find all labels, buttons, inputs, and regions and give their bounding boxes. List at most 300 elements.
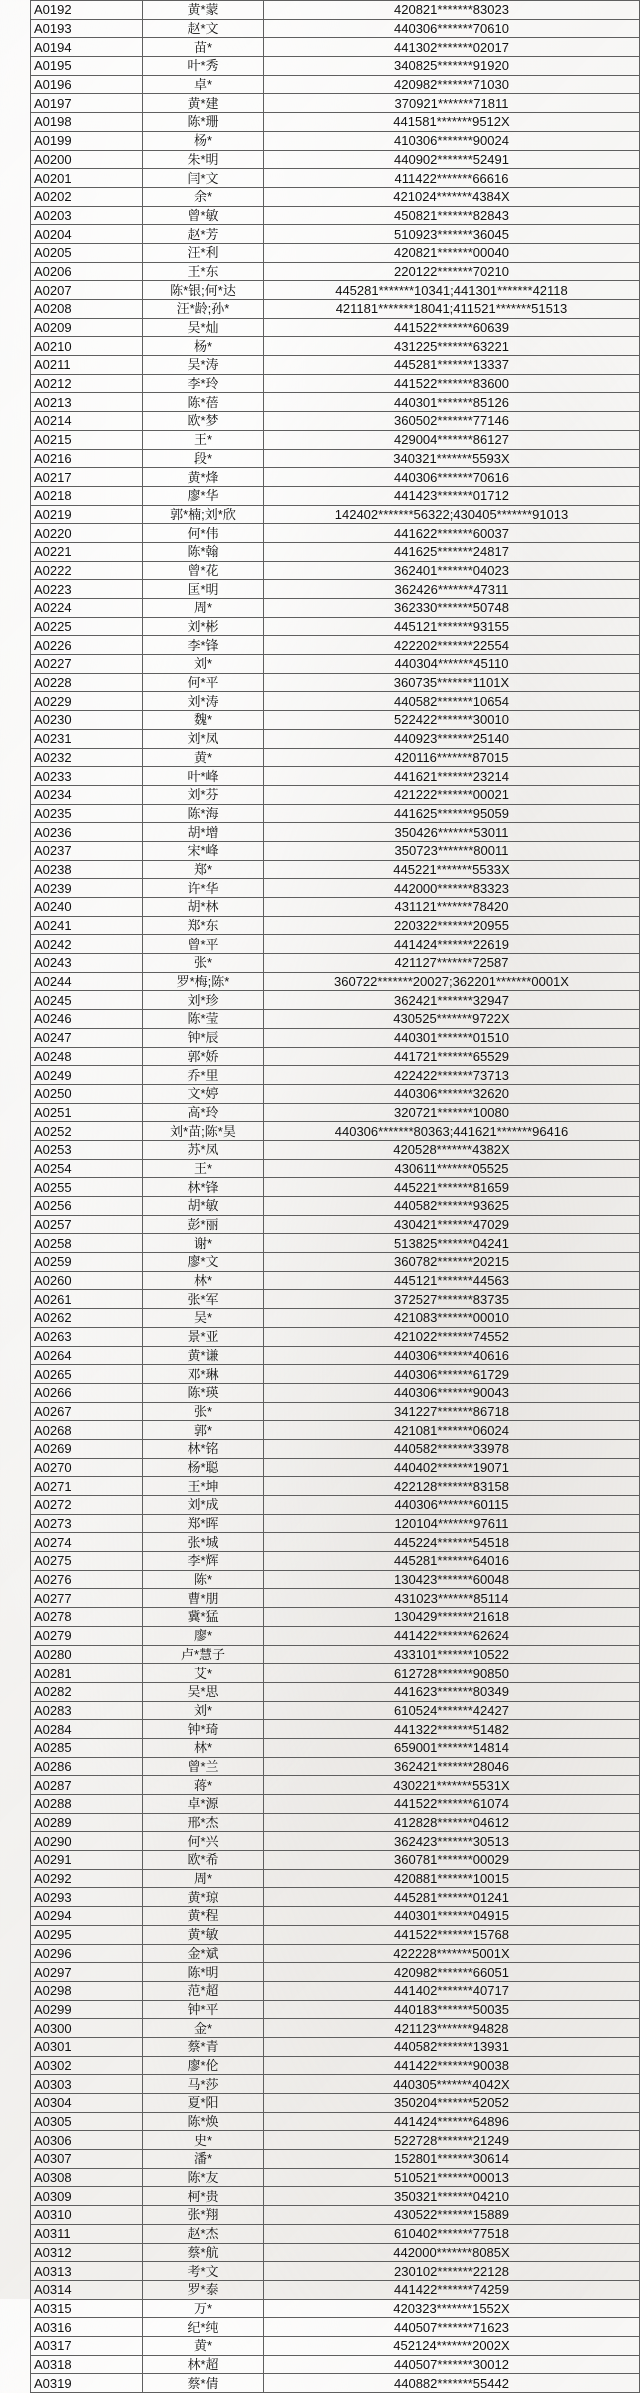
name-cell: 蒋* bbox=[143, 1776, 264, 1795]
id-card-cell: 411422*******66616 bbox=[264, 169, 640, 188]
table-row bbox=[31, 337, 640, 356]
table-row bbox=[31, 804, 640, 823]
id-card-cell: 420982*******66051 bbox=[264, 1963, 640, 1982]
id-card-cell: 420982*******71030 bbox=[264, 75, 640, 94]
table-row bbox=[31, 1140, 640, 1159]
name-cell: 周* bbox=[143, 599, 264, 618]
table-row bbox=[31, 1869, 640, 1888]
record-id-cell: A0262 bbox=[31, 1309, 143, 1328]
name-cell: 余* bbox=[143, 187, 264, 206]
id-card-cell: 441522*******61074 bbox=[264, 1795, 640, 1814]
table-row bbox=[31, 412, 640, 431]
record-id-cell: A0316 bbox=[31, 2318, 143, 2337]
record-id-cell: A0192 bbox=[31, 1, 143, 20]
table-row bbox=[31, 1738, 640, 1757]
name-cell: 吴*灿 bbox=[143, 318, 264, 337]
table-row bbox=[31, 449, 640, 468]
table-row bbox=[31, 281, 640, 300]
id-card-cell: 362401*******04023 bbox=[264, 561, 640, 580]
name-cell: 李*玲 bbox=[143, 374, 264, 393]
name-cell: 王*东 bbox=[143, 262, 264, 281]
table-row bbox=[31, 1197, 640, 1216]
id-card-cell: 350426*******53011 bbox=[264, 823, 640, 842]
id-card-cell: 440402*******19071 bbox=[264, 1458, 640, 1477]
table-row bbox=[31, 991, 640, 1010]
table-row bbox=[31, 2075, 640, 2094]
record-id-cell: A0220 bbox=[31, 524, 143, 543]
id-card-cell: 441322*******51482 bbox=[264, 1720, 640, 1739]
id-card-cell: 422128*******83158 bbox=[264, 1477, 640, 1496]
name-cell: 黄* bbox=[143, 748, 264, 767]
record-id-cell: A0210 bbox=[31, 337, 143, 356]
record-id-cell: A0223 bbox=[31, 580, 143, 599]
id-card-cell: 370921*******71811 bbox=[264, 94, 640, 113]
table-row bbox=[31, 2224, 640, 2243]
name-cell: 胡*敏 bbox=[143, 1197, 264, 1216]
name-cell: 张*军 bbox=[143, 1290, 264, 1309]
name-cell: 赵*文 bbox=[143, 19, 264, 38]
table-row bbox=[31, 1327, 640, 1346]
id-card-cell: 452124*******2002X bbox=[264, 2336, 640, 2355]
table-row bbox=[31, 1608, 640, 1627]
name-cell: 胡*增 bbox=[143, 823, 264, 842]
table-row bbox=[31, 729, 640, 748]
table-row bbox=[31, 2112, 640, 2131]
id-card-cell: 441522*******15768 bbox=[264, 1925, 640, 1944]
id-card-cell: 320721*******10080 bbox=[264, 1103, 640, 1122]
name-cell: 陈*焕 bbox=[143, 2112, 264, 2131]
id-card-cell: 360502*******77146 bbox=[264, 412, 640, 431]
table-row bbox=[31, 1084, 640, 1103]
table-row bbox=[31, 1346, 640, 1365]
id-card-cell: 372527*******83735 bbox=[264, 1290, 640, 1309]
record-id-cell: A0276 bbox=[31, 1570, 143, 1589]
name-cell: 林*超 bbox=[143, 2355, 264, 2374]
name-cell: 魏* bbox=[143, 711, 264, 730]
name-cell: 廖*伦 bbox=[143, 2056, 264, 2075]
table-row bbox=[31, 1552, 640, 1571]
name-cell: 景*亚 bbox=[143, 1327, 264, 1346]
name-cell: 刘*凤 bbox=[143, 729, 264, 748]
table-row bbox=[31, 692, 640, 711]
name-cell: 艾* bbox=[143, 1664, 264, 1683]
id-card-cell: 441621*******23214 bbox=[264, 767, 640, 786]
record-id-cell: A0274 bbox=[31, 1533, 143, 1552]
table-row bbox=[31, 916, 640, 935]
name-cell: 张*翔 bbox=[143, 2206, 264, 2225]
name-cell: 周* bbox=[143, 1869, 264, 1888]
name-cell: 柯*贵 bbox=[143, 2187, 264, 2206]
table-row bbox=[31, 954, 640, 973]
name-cell: 郑* bbox=[143, 860, 264, 879]
table-row bbox=[31, 1514, 640, 1533]
table-row bbox=[31, 617, 640, 636]
table-row bbox=[31, 1888, 640, 1907]
table-row bbox=[31, 57, 640, 76]
record-id-cell: A0255 bbox=[31, 1178, 143, 1197]
id-card-cell: 430522*******15889 bbox=[264, 2206, 640, 2225]
name-cell: 匡*明 bbox=[143, 580, 264, 599]
record-id-cell: A0275 bbox=[31, 1552, 143, 1571]
name-cell: 陈*海 bbox=[143, 804, 264, 823]
name-cell: 马*莎 bbox=[143, 2075, 264, 2094]
table-row bbox=[31, 2374, 640, 2393]
name-cell: 廖*文 bbox=[143, 1253, 264, 1272]
name-cell: 何*平 bbox=[143, 673, 264, 692]
name-cell: 钟*平 bbox=[143, 2000, 264, 2019]
record-id-cell: A0256 bbox=[31, 1197, 143, 1216]
record-id-cell: A0241 bbox=[31, 916, 143, 935]
table-row bbox=[31, 1496, 640, 1515]
id-card-cell: 421081*******06024 bbox=[264, 1421, 640, 1440]
table-row bbox=[31, 2206, 640, 2225]
id-card-cell: 440301*******01510 bbox=[264, 1028, 640, 1047]
record-id-cell: A0231 bbox=[31, 729, 143, 748]
id-card-cell: 152801*******30614 bbox=[264, 2150, 640, 2169]
id-card-cell: 510521*******00013 bbox=[264, 2168, 640, 2187]
table-row bbox=[31, 580, 640, 599]
record-id-cell: A0266 bbox=[31, 1383, 143, 1402]
name-cell: 段* bbox=[143, 449, 264, 468]
name-cell: 万* bbox=[143, 2299, 264, 2318]
record-id-cell: A0273 bbox=[31, 1514, 143, 1533]
record-id-cell: A0267 bbox=[31, 1402, 143, 1421]
record-id-cell: A0308 bbox=[31, 2168, 143, 2187]
id-card-cell: 360735*******1101X bbox=[264, 673, 640, 692]
name-cell: 李*锋 bbox=[143, 636, 264, 655]
record-id-cell: A0224 bbox=[31, 599, 143, 618]
record-id-cell: A0227 bbox=[31, 655, 143, 674]
table-row bbox=[31, 935, 640, 954]
name-cell: 曾*平 bbox=[143, 935, 264, 954]
id-card-cell: 422422*******73713 bbox=[264, 1066, 640, 1085]
table-row bbox=[31, 1439, 640, 1458]
name-cell: 胡*林 bbox=[143, 898, 264, 917]
table-row bbox=[31, 599, 640, 618]
record-id-cell: A0248 bbox=[31, 1047, 143, 1066]
record-id-cell: A0290 bbox=[31, 1832, 143, 1851]
name-cell: 潘* bbox=[143, 2150, 264, 2169]
id-card-cell: 441625*******24817 bbox=[264, 542, 640, 561]
table-row bbox=[31, 356, 640, 375]
record-id-cell: A0253 bbox=[31, 1140, 143, 1159]
name-cell: 汪*龄;孙* bbox=[143, 300, 264, 319]
name-cell: 郑*东 bbox=[143, 916, 264, 935]
name-cell: 黄*谦 bbox=[143, 1346, 264, 1365]
table-row bbox=[31, 1682, 640, 1701]
record-id-cell: A0317 bbox=[31, 2336, 143, 2355]
record-id-cell: A0286 bbox=[31, 1757, 143, 1776]
name-cell: 陈*珊 bbox=[143, 113, 264, 132]
name-cell: 叶*秀 bbox=[143, 57, 264, 76]
name-cell: 郑*晖 bbox=[143, 1514, 264, 1533]
table-row bbox=[31, 2262, 640, 2281]
name-cell: 曹*朋 bbox=[143, 1589, 264, 1608]
name-cell: 黄*建 bbox=[143, 94, 264, 113]
name-cell: 叶*峰 bbox=[143, 767, 264, 786]
record-id-cell: A0289 bbox=[31, 1813, 143, 1832]
table-row bbox=[31, 300, 640, 319]
name-cell: 闫*文 bbox=[143, 169, 264, 188]
id-card-cell: 360781*******00029 bbox=[264, 1851, 640, 1870]
id-card-cell: 420528*******4382X bbox=[264, 1140, 640, 1159]
table-row bbox=[31, 2187, 640, 2206]
name-cell: 金*斌 bbox=[143, 1944, 264, 1963]
name-cell: 赵*芳 bbox=[143, 225, 264, 244]
table-row bbox=[31, 711, 640, 730]
id-card-cell: 341227*******86718 bbox=[264, 1402, 640, 1421]
id-card-cell: 440304*******45110 bbox=[264, 655, 640, 674]
name-cell: 谢* bbox=[143, 1234, 264, 1253]
name-cell: 纪*纯 bbox=[143, 2318, 264, 2337]
id-card-cell: 441721*******65529 bbox=[264, 1047, 640, 1066]
record-id-cell: A0245 bbox=[31, 991, 143, 1010]
record-id-cell: A0228 bbox=[31, 673, 143, 692]
id-card-cell: 431023*******85114 bbox=[264, 1589, 640, 1608]
table-row bbox=[31, 841, 640, 860]
id-card-cell: 440306*******70616 bbox=[264, 468, 640, 487]
record-id-cell: A0293 bbox=[31, 1888, 143, 1907]
record-id-cell: A0315 bbox=[31, 2299, 143, 2318]
id-card-cell: 441625*******95059 bbox=[264, 804, 640, 823]
table-row bbox=[31, 1626, 640, 1645]
table-row bbox=[31, 1421, 640, 1440]
record-id-cell: A0251 bbox=[31, 1103, 143, 1122]
record-id-cell: A0271 bbox=[31, 1477, 143, 1496]
name-cell: 曾*兰 bbox=[143, 1757, 264, 1776]
record-id-cell: A0307 bbox=[31, 2150, 143, 2169]
record-id-cell: A0270 bbox=[31, 1458, 143, 1477]
id-card-cell: 429004*******86127 bbox=[264, 430, 640, 449]
name-cell: 林*铭 bbox=[143, 1439, 264, 1458]
record-id-cell: A0235 bbox=[31, 804, 143, 823]
record-id-cell: A0306 bbox=[31, 2131, 143, 2150]
table-row bbox=[31, 1365, 640, 1384]
table-row bbox=[31, 1215, 640, 1234]
table-row bbox=[31, 860, 640, 879]
id-card-cell: 445221*******5533X bbox=[264, 860, 640, 879]
record-id-cell: A0197 bbox=[31, 94, 143, 113]
table-row bbox=[31, 1, 640, 20]
id-card-cell: 422202*******22554 bbox=[264, 636, 640, 655]
id-card-cell: 440306*******40616 bbox=[264, 1346, 640, 1365]
id-card-cell: 441423*******01712 bbox=[264, 486, 640, 505]
table-row bbox=[31, 748, 640, 767]
id-card-cell: 522728*******21249 bbox=[264, 2131, 640, 2150]
id-card-cell: 421024*******4384X bbox=[264, 187, 640, 206]
record-id-cell: A0222 bbox=[31, 561, 143, 580]
id-card-cell: 441402*******40717 bbox=[264, 1981, 640, 2000]
record-id-cell: A0304 bbox=[31, 2094, 143, 2113]
name-cell: 郭*楠;刘*欣 bbox=[143, 505, 264, 524]
id-card-cell: 421083*******00010 bbox=[264, 1309, 640, 1328]
record-id-cell: A0277 bbox=[31, 1589, 143, 1608]
id-card-cell: 441522*******83600 bbox=[264, 374, 640, 393]
name-cell: 张*城 bbox=[143, 1533, 264, 1552]
record-id-cell: A0280 bbox=[31, 1645, 143, 1664]
record-id-cell: A0208 bbox=[31, 300, 143, 319]
record-id-cell: A0310 bbox=[31, 2206, 143, 2225]
record-sheet bbox=[30, 0, 640, 2393]
table-row bbox=[31, 1907, 640, 1926]
record-id-cell: A0246 bbox=[31, 1010, 143, 1029]
table-row bbox=[31, 206, 640, 225]
record-id-cell: A0288 bbox=[31, 1795, 143, 1814]
name-cell: 杨* bbox=[143, 131, 264, 150]
record-id-cell: A0219 bbox=[31, 505, 143, 524]
id-card-cell: 440306*******60115 bbox=[264, 1496, 640, 1515]
record-id-cell: A0195 bbox=[31, 57, 143, 76]
table-row bbox=[31, 2280, 640, 2299]
name-cell: 吴*思 bbox=[143, 1682, 264, 1701]
table-row bbox=[31, 2299, 640, 2318]
table-row bbox=[31, 1234, 640, 1253]
record-id-cell: A0263 bbox=[31, 1327, 143, 1346]
name-cell: 黄*烽 bbox=[143, 468, 264, 487]
table-row bbox=[31, 430, 640, 449]
record-id-cell: A0283 bbox=[31, 1701, 143, 1720]
id-card-cell: 362426*******47311 bbox=[264, 580, 640, 599]
record-id-cell: A0259 bbox=[31, 1253, 143, 1272]
id-card-cell: 440306*******80363;441621*******96416 bbox=[264, 1122, 640, 1141]
id-card-cell: 421181*******18041;411521*******51513 bbox=[264, 300, 640, 319]
record-id-cell: A0207 bbox=[31, 281, 143, 300]
table-row bbox=[31, 1047, 640, 1066]
name-cell: 钟*辰 bbox=[143, 1028, 264, 1047]
name-cell: 冀*猛 bbox=[143, 1608, 264, 1627]
id-card-cell: 441422*******74259 bbox=[264, 2280, 640, 2299]
table-row bbox=[31, 2094, 640, 2113]
name-cell: 高*玲 bbox=[143, 1103, 264, 1122]
table-row bbox=[31, 2243, 640, 2262]
id-card-cell: 440582*******13931 bbox=[264, 2037, 640, 2056]
id-card-cell: 120104*******97611 bbox=[264, 1514, 640, 1533]
table-row bbox=[31, 1253, 640, 1272]
id-card-cell: 659001*******14814 bbox=[264, 1738, 640, 1757]
id-card-cell: 340825*******91920 bbox=[264, 57, 640, 76]
table-row bbox=[31, 1010, 640, 1029]
id-card-cell: 430611*******05525 bbox=[264, 1159, 640, 1178]
table-row bbox=[31, 636, 640, 655]
record-id-cell: A0230 bbox=[31, 711, 143, 730]
id-card-cell: 440306*******70610 bbox=[264, 19, 640, 38]
record-id-cell: A0238 bbox=[31, 860, 143, 879]
id-card-cell: 445221*******81659 bbox=[264, 1178, 640, 1197]
id-card-cell: 440306*******32620 bbox=[264, 1084, 640, 1103]
name-cell: 苏*凤 bbox=[143, 1140, 264, 1159]
table-row bbox=[31, 2019, 640, 2038]
record-id-cell: A0279 bbox=[31, 1626, 143, 1645]
id-card-cell: 510923*******36045 bbox=[264, 225, 640, 244]
id-card-cell: 420323*******1552X bbox=[264, 2299, 640, 2318]
record-id-cell: A0303 bbox=[31, 2075, 143, 2094]
name-cell: 彭*丽 bbox=[143, 1215, 264, 1234]
table-row bbox=[31, 1122, 640, 1141]
id-card-cell: 420821*******00040 bbox=[264, 243, 640, 262]
id-card-cell: 440923*******25140 bbox=[264, 729, 640, 748]
record-id-cell: A0240 bbox=[31, 898, 143, 917]
id-card-cell: 440507*******30012 bbox=[264, 2355, 640, 2374]
record-id-cell: A0199 bbox=[31, 131, 143, 150]
table-row bbox=[31, 1664, 640, 1683]
table-row bbox=[31, 1271, 640, 1290]
table-row bbox=[31, 1720, 640, 1739]
record-id-cell: A0319 bbox=[31, 2374, 143, 2393]
name-cell: 廖*华 bbox=[143, 486, 264, 505]
table-row bbox=[31, 1776, 640, 1795]
record-id-cell: A0236 bbox=[31, 823, 143, 842]
id-card-cell: 441302*******02017 bbox=[264, 38, 640, 57]
record-id-cell: A0204 bbox=[31, 225, 143, 244]
id-card-cell: 441422*******62624 bbox=[264, 1626, 640, 1645]
table-row bbox=[31, 2168, 640, 2187]
record-id-cell: A0287 bbox=[31, 1776, 143, 1795]
name-cell: 苗* bbox=[143, 38, 264, 57]
record-id-cell: A0247 bbox=[31, 1028, 143, 1047]
name-cell: 卓*源 bbox=[143, 1795, 264, 1814]
record-id-cell: A0205 bbox=[31, 243, 143, 262]
record-id-cell: A0211 bbox=[31, 356, 143, 375]
record-id-cell: A0265 bbox=[31, 1365, 143, 1384]
name-cell: 欧*梦 bbox=[143, 412, 264, 431]
table-row bbox=[31, 1290, 640, 1309]
record-id-cell: A0242 bbox=[31, 935, 143, 954]
name-cell: 黄*程 bbox=[143, 1907, 264, 1926]
id-card-cell: 350321*******04210 bbox=[264, 2187, 640, 2206]
name-cell: 何*伟 bbox=[143, 524, 264, 543]
record-id-cell: A0305 bbox=[31, 2112, 143, 2131]
name-cell: 罗*梅;陈* bbox=[143, 972, 264, 991]
table-row bbox=[31, 898, 640, 917]
record-id-cell: A0294 bbox=[31, 1907, 143, 1926]
record-id-cell: A0254 bbox=[31, 1159, 143, 1178]
id-card-cell: 440301*******04915 bbox=[264, 1907, 640, 1926]
id-card-cell: 442000*******83323 bbox=[264, 879, 640, 898]
id-card-cell: 440305*******4042X bbox=[264, 2075, 640, 2094]
table-row bbox=[31, 655, 640, 674]
record-id-cell: A0311 bbox=[31, 2224, 143, 2243]
name-cell: 廖* bbox=[143, 1626, 264, 1645]
table-row bbox=[31, 150, 640, 169]
table-row bbox=[31, 1066, 640, 1085]
table-row bbox=[31, 1402, 640, 1421]
table-row bbox=[31, 1925, 640, 1944]
record-id-cell: A0313 bbox=[31, 2262, 143, 2281]
id-card-cell: 430525*******9722X bbox=[264, 1010, 640, 1029]
name-cell: 刘* bbox=[143, 1701, 264, 1720]
record-id-cell: A0249 bbox=[31, 1066, 143, 1085]
record-id-cell: A0216 bbox=[31, 449, 143, 468]
record-id-cell: A0268 bbox=[31, 1421, 143, 1440]
id-card-cell: 612728*******90850 bbox=[264, 1664, 640, 1683]
id-card-cell: 421127*******72587 bbox=[264, 954, 640, 973]
id-card-cell: 440882*******55442 bbox=[264, 2374, 640, 2393]
id-card-cell: 440507*******71623 bbox=[264, 2318, 640, 2337]
record-id-cell: A0300 bbox=[31, 2019, 143, 2038]
name-cell: 欧*希 bbox=[143, 1851, 264, 1870]
name-cell: 陈*莹 bbox=[143, 1010, 264, 1029]
name-cell: 林* bbox=[143, 1271, 264, 1290]
record-id-cell: A0201 bbox=[31, 169, 143, 188]
id-card-cell: 430421*******47029 bbox=[264, 1215, 640, 1234]
table-row bbox=[31, 1103, 640, 1122]
record-id-cell: A0296 bbox=[31, 1944, 143, 1963]
name-cell: 陈*友 bbox=[143, 2168, 264, 2187]
table-row bbox=[31, 1981, 640, 2000]
records-table bbox=[30, 0, 640, 2393]
name-cell: 考*文 bbox=[143, 2262, 264, 2281]
id-card-cell: 433101*******10522 bbox=[264, 1645, 640, 1664]
